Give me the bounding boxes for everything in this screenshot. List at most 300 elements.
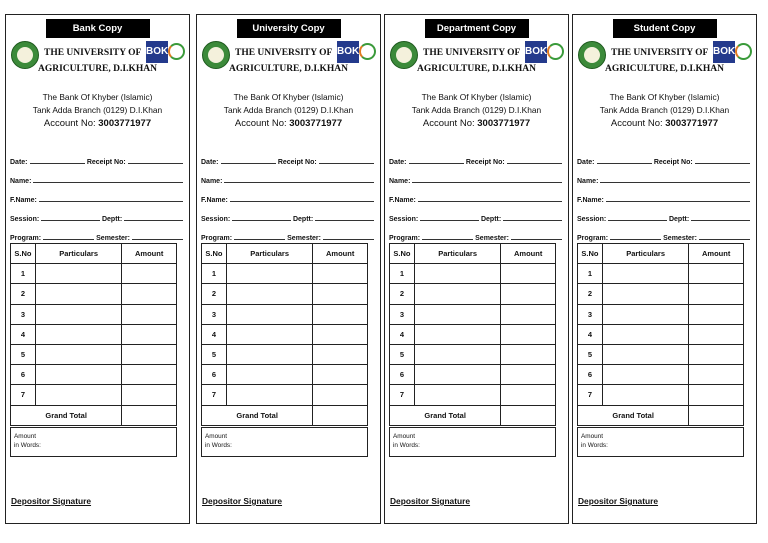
table-row: [202, 264, 368, 284]
name-row: [201, 166, 376, 185]
amount-header: Amount: [689, 244, 744, 264]
account-line: [197, 117, 380, 130]
program-label: Program:: [201, 235, 233, 242]
particulars-table: [201, 243, 368, 426]
date-row: [201, 147, 376, 166]
receipt-no-field[interactable]: [128, 163, 183, 164]
fname-field[interactable]: [418, 201, 562, 202]
sno-cell: 3: [578, 304, 603, 324]
fname-label: F.Name:: [389, 197, 416, 204]
sno-cell: 1: [390, 264, 415, 284]
table-row: [202, 284, 368, 304]
particulars-table: [577, 243, 744, 426]
semester-field[interactable]: [699, 239, 750, 240]
program-field[interactable]: [610, 239, 661, 240]
fname-label: F.Name:: [577, 197, 604, 204]
particulars-table: [10, 243, 177, 426]
table-row: [11, 324, 177, 344]
fname-label: F.Name:: [10, 197, 37, 204]
name-label: Name:: [10, 178, 32, 185]
table-row: [202, 344, 368, 364]
amount-in-words-box[interactable]: [577, 427, 744, 457]
date-field[interactable]: [409, 163, 464, 164]
sno-cell: 3: [390, 304, 415, 324]
bank-name: The Bank Of Khyber (Islamic): [421, 92, 532, 102]
table-row: [11, 365, 177, 385]
date-label: Date:: [577, 159, 595, 166]
amount-cell[interactable]: [122, 385, 177, 405]
amount-cell[interactable]: [313, 385, 368, 405]
name-field[interactable]: [600, 182, 750, 183]
particulars-cell[interactable]: [35, 344, 121, 364]
sno-cell: 6: [202, 365, 227, 385]
particulars-header: Particulars: [414, 244, 500, 264]
session-field[interactable]: [420, 220, 479, 221]
date-row: [389, 147, 564, 166]
depositor-signature-label: Depositor Signature: [390, 496, 471, 506]
account-label: Account No:: [234, 118, 287, 129]
table-row: [578, 304, 744, 324]
receipt-no-field[interactable]: [319, 163, 374, 164]
amount-cell[interactable]: [501, 324, 556, 344]
table-row: [202, 385, 368, 405]
amount-cell[interactable]: [122, 264, 177, 284]
semester-field[interactable]: [132, 239, 183, 240]
table-row: [11, 385, 177, 405]
amount-cell[interactable]: [689, 324, 744, 344]
sno-cell: 7: [202, 385, 227, 405]
program-row: [577, 223, 752, 242]
amount-in-words-label-2: in Words:: [581, 442, 608, 449]
fname-row: [577, 185, 752, 204]
semester-label: Semester:: [96, 235, 130, 242]
deptt-label: Deptt:: [292, 216, 314, 223]
deptt-label: Deptt:: [668, 216, 690, 223]
account-number: 3003771977: [98, 118, 152, 129]
sno-header: S.No: [202, 244, 227, 264]
deptt-label: Deptt:: [101, 216, 123, 223]
session-label: Session:: [201, 216, 231, 223]
semester-label: Semester:: [475, 235, 509, 242]
grand-total-cell[interactable]: [689, 405, 744, 425]
account-line: [6, 117, 189, 130]
session-field[interactable]: [608, 220, 667, 221]
fee-slip-1: [5, 14, 190, 524]
bank-logo-text: BOK: [337, 41, 359, 63]
table-row: [390, 324, 556, 344]
particulars-cell[interactable]: [35, 284, 121, 304]
grand-total-row: [202, 405, 368, 425]
account-label: Account No:: [610, 118, 663, 129]
date-label: Date:: [389, 159, 407, 166]
bank-branch: Tank Adda Branch (0129) D.I.Khan: [223, 105, 354, 115]
program-label: Program:: [577, 235, 609, 242]
date-row: [10, 147, 185, 166]
university-logo-icon: [578, 41, 606, 69]
amount-in-words-box[interactable]: [10, 427, 177, 457]
slip-fields: [577, 147, 752, 242]
sno-cell: 2: [578, 284, 603, 304]
table-row: [390, 304, 556, 324]
fname-field[interactable]: [230, 201, 374, 202]
program-field[interactable]: [422, 239, 473, 240]
fname-field[interactable]: [39, 201, 183, 202]
amount-cell[interactable]: [689, 385, 744, 405]
program-field[interactable]: [43, 239, 94, 240]
particulars-cell[interactable]: [414, 284, 500, 304]
copy-title: Bank Copy: [46, 19, 150, 38]
sno-cell: 6: [11, 365, 36, 385]
table-row: [11, 344, 177, 364]
date-label: Date:: [201, 159, 219, 166]
particulars-cell[interactable]: [226, 304, 312, 324]
grand-total-row: [578, 405, 744, 425]
bank-info: [573, 91, 756, 130]
account-number: 3003771977: [289, 118, 343, 129]
session-field[interactable]: [232, 220, 291, 221]
table-row: [390, 365, 556, 385]
bank-info: [6, 91, 189, 130]
table-row: [202, 324, 368, 344]
fname-field[interactable]: [606, 201, 750, 202]
bank-name: The Bank Of Khyber (Islamic): [233, 92, 344, 102]
bank-name: The Bank Of Khyber (Islamic): [609, 92, 720, 102]
university-name-line2: AGRICULTURE, D.I.KHAN: [229, 64, 348, 74]
table-row: [11, 284, 177, 304]
date-field[interactable]: [597, 163, 652, 164]
deptt-field[interactable]: [691, 220, 750, 221]
amount-in-words-label-1: Amount: [393, 433, 416, 440]
table-row: [578, 264, 744, 284]
particulars-cell[interactable]: [414, 324, 500, 344]
table-row: [390, 264, 556, 284]
receipt-no-label: Receipt No:: [653, 159, 693, 166]
program-field[interactable]: [234, 239, 285, 240]
depositor-signature-label: Depositor Signature: [578, 496, 659, 506]
sno-cell: 7: [390, 385, 415, 405]
particulars-cell[interactable]: [35, 385, 121, 405]
table-row: [11, 264, 177, 284]
sno-cell: 3: [11, 304, 36, 324]
program-label: Program:: [10, 235, 42, 242]
particulars-cell[interactable]: [414, 365, 500, 385]
session-label: Session:: [10, 216, 40, 223]
table-row: [202, 304, 368, 324]
session-field[interactable]: [41, 220, 100, 221]
sno-cell: 5: [390, 344, 415, 364]
session-row: [577, 204, 752, 223]
particulars-cell[interactable]: [226, 284, 312, 304]
slip-fields: [389, 147, 564, 242]
table-header-row: [390, 244, 556, 264]
session-row: [10, 204, 185, 223]
date-field[interactable]: [30, 163, 85, 164]
sno-cell: 1: [202, 264, 227, 284]
amount-in-words-box[interactable]: [389, 427, 556, 457]
bank-swirl-icon: [547, 43, 564, 60]
amount-in-words-label-2: in Words:: [205, 442, 232, 449]
amount-cell[interactable]: [689, 344, 744, 364]
particulars-cell[interactable]: [414, 304, 500, 324]
university-logo-icon: [11, 41, 39, 69]
sno-cell: 4: [390, 324, 415, 344]
table-row: [578, 385, 744, 405]
session-label: Session:: [389, 216, 419, 223]
account-line: [573, 117, 756, 130]
particulars-cell[interactable]: [602, 365, 688, 385]
bank-swirl-icon: [168, 43, 185, 60]
sno-cell: 6: [390, 365, 415, 385]
bank-logo-icon: [337, 41, 377, 65]
account-label: Account No:: [422, 118, 475, 129]
amount-cell[interactable]: [313, 344, 368, 364]
amount-in-words-label-1: Amount: [205, 433, 228, 440]
particulars-cell[interactable]: [226, 324, 312, 344]
particulars-cell[interactable]: [602, 264, 688, 284]
table-row: [390, 284, 556, 304]
amount-in-words-label-2: in Words:: [393, 442, 420, 449]
grand-total-row: [390, 405, 556, 425]
program-row: [201, 223, 376, 242]
deptt-field[interactable]: [503, 220, 562, 221]
bank-logo-text: BOK: [713, 41, 735, 63]
amount-header: Amount: [313, 244, 368, 264]
bank-logo-text: BOK: [525, 41, 547, 63]
semester-field[interactable]: [323, 239, 374, 240]
depositor-signature-label: Depositor Signature: [11, 496, 92, 506]
bank-logo-icon: [713, 41, 753, 65]
amount-cell[interactable]: [689, 304, 744, 324]
copy-title: Student Copy: [613, 19, 717, 38]
amount-cell[interactable]: [122, 324, 177, 344]
amount-cell[interactable]: [313, 324, 368, 344]
session-row: [201, 204, 376, 223]
account-label: Account No:: [43, 118, 96, 129]
particulars-cell[interactable]: [226, 264, 312, 284]
fname-row: [201, 185, 376, 204]
fee-slip-4: [572, 14, 757, 524]
grand-total-label: Grand Total: [11, 405, 122, 425]
sno-cell: 4: [202, 324, 227, 344]
particulars-header: Particulars: [35, 244, 121, 264]
fname-row: [389, 185, 564, 204]
bank-logo-icon: [146, 41, 186, 65]
slip-fields: [201, 147, 376, 242]
name-label: Name:: [389, 178, 411, 185]
amount-cell[interactable]: [313, 365, 368, 385]
name-label: Name:: [201, 178, 223, 185]
grand-total-label: Grand Total: [202, 405, 313, 425]
particulars-cell[interactable]: [602, 344, 688, 364]
amount-cell[interactable]: [501, 304, 556, 324]
particulars-cell[interactable]: [414, 385, 500, 405]
sno-cell: 1: [11, 264, 36, 284]
account-number: 3003771977: [477, 118, 531, 129]
amount-cell[interactable]: [501, 264, 556, 284]
amount-cell[interactable]: [313, 284, 368, 304]
university-logo-icon: [390, 41, 418, 69]
university-logo-icon: [202, 41, 230, 69]
particulars-cell[interactable]: [226, 365, 312, 385]
copy-title: University Copy: [237, 19, 341, 38]
particulars-cell[interactable]: [602, 304, 688, 324]
sno-cell: 7: [578, 385, 603, 405]
sno-header: S.No: [11, 244, 36, 264]
bank-branch: Tank Adda Branch (0129) D.I.Khan: [599, 105, 730, 115]
fname-label: F.Name:: [201, 197, 228, 204]
name-row: [389, 166, 564, 185]
sno-cell: 4: [11, 324, 36, 344]
fee-slip-2: [196, 14, 381, 524]
amount-cell[interactable]: [122, 284, 177, 304]
university-name-line1: THE UNIVERSITY OF: [44, 48, 142, 58]
sno-cell: 5: [202, 344, 227, 364]
grand-total-cell[interactable]: [501, 405, 556, 425]
table-row: [578, 365, 744, 385]
name-field[interactable]: [224, 182, 374, 183]
sno-cell: 6: [578, 365, 603, 385]
receipt-no-label: Receipt No:: [86, 159, 126, 166]
table-row: [11, 304, 177, 324]
sno-cell: 5: [11, 344, 36, 364]
amount-cell[interactable]: [313, 304, 368, 324]
table-header-row: [202, 244, 368, 264]
particulars-cell[interactable]: [602, 385, 688, 405]
amount-in-words-label-1: Amount: [581, 433, 604, 440]
amount-cell[interactable]: [501, 385, 556, 405]
bank-info: [197, 91, 380, 130]
program-row: [10, 223, 185, 242]
amount-header: Amount: [501, 244, 556, 264]
table-header-row: [578, 244, 744, 264]
program-label: Program:: [389, 235, 421, 242]
bank-swirl-icon: [735, 43, 752, 60]
amount-cell[interactable]: [689, 284, 744, 304]
bank-logo-icon: [525, 41, 565, 65]
table-row: [390, 344, 556, 364]
semester-label: Semester:: [287, 235, 321, 242]
table-row: [390, 385, 556, 405]
sno-cell: 5: [578, 344, 603, 364]
table-row: [578, 344, 744, 364]
particulars-cell[interactable]: [35, 324, 121, 344]
amount-cell[interactable]: [122, 344, 177, 364]
table-header-row: [11, 244, 177, 264]
receipt-no-field[interactable]: [507, 163, 562, 164]
amount-cell[interactable]: [501, 365, 556, 385]
grand-total-label: Grand Total: [390, 405, 501, 425]
sno-cell: 2: [202, 284, 227, 304]
amount-cell[interactable]: [689, 264, 744, 284]
name-field[interactable]: [412, 182, 562, 183]
amount-cell[interactable]: [313, 264, 368, 284]
particulars-cell[interactable]: [602, 324, 688, 344]
particulars-cell[interactable]: [35, 304, 121, 324]
receipt-no-label: Receipt No:: [277, 159, 317, 166]
deptt-label: Deptt:: [480, 216, 502, 223]
university-name-line2: AGRICULTURE, D.I.KHAN: [605, 64, 724, 74]
grand-total-label: Grand Total: [578, 405, 689, 425]
particulars-cell[interactable]: [226, 385, 312, 405]
name-row: [10, 166, 185, 185]
bank-name: The Bank Of Khyber (Islamic): [42, 92, 153, 102]
grand-total-cell[interactable]: [122, 405, 177, 425]
bank-swirl-icon: [359, 43, 376, 60]
table-row: [202, 365, 368, 385]
particulars-cell[interactable]: [602, 284, 688, 304]
university-name-line1: THE UNIVERSITY OF: [611, 48, 709, 58]
fee-slip-3: [384, 14, 569, 524]
deptt-field[interactable]: [315, 220, 374, 221]
date-row: [577, 147, 752, 166]
sno-cell: 3: [202, 304, 227, 324]
particulars-cell[interactable]: [35, 264, 121, 284]
depositor-signature-label: Depositor Signature: [202, 496, 283, 506]
sno-header: S.No: [390, 244, 415, 264]
university-name-line1: THE UNIVERSITY OF: [423, 48, 521, 58]
name-row: [577, 166, 752, 185]
bank-logo-text: BOK: [146, 41, 168, 63]
amount-in-words-label-2: in Words:: [14, 442, 41, 449]
particulars-cell[interactable]: [414, 344, 500, 364]
amount-cell[interactable]: [122, 365, 177, 385]
particulars-header: Particulars: [602, 244, 688, 264]
date-field[interactable]: [221, 163, 276, 164]
grand-total-row: [11, 405, 177, 425]
program-row: [389, 223, 564, 242]
name-label: Name:: [577, 178, 599, 185]
particulars-header: Particulars: [226, 244, 312, 264]
amount-cell[interactable]: [122, 304, 177, 324]
amount-in-words-box[interactable]: [201, 427, 368, 457]
amount-cell[interactable]: [501, 284, 556, 304]
particulars-cell[interactable]: [35, 365, 121, 385]
copy-title: Department Copy: [425, 19, 529, 38]
university-name-line2: AGRICULTURE, D.I.KHAN: [417, 64, 536, 74]
name-field[interactable]: [33, 182, 183, 183]
session-row: [389, 204, 564, 223]
bank-info: [385, 91, 568, 130]
semester-label: Semester:: [663, 235, 697, 242]
session-label: Session:: [577, 216, 607, 223]
university-name-line2: AGRICULTURE, D.I.KHAN: [38, 64, 157, 74]
amount-cell[interactable]: [501, 344, 556, 364]
particulars-cell[interactable]: [414, 264, 500, 284]
date-label: Date:: [10, 159, 28, 166]
table-row: [578, 284, 744, 304]
account-line: [385, 117, 568, 130]
deptt-field[interactable]: [124, 220, 183, 221]
slip-fields: [10, 147, 185, 242]
sno-header: S.No: [578, 244, 603, 264]
bank-branch: Tank Adda Branch (0129) D.I.Khan: [411, 105, 542, 115]
table-row: [578, 324, 744, 344]
semester-field[interactable]: [511, 239, 562, 240]
account-number: 3003771977: [665, 118, 719, 129]
sno-cell: 2: [11, 284, 36, 304]
receipt-no-field[interactable]: [695, 163, 750, 164]
sno-cell: 4: [578, 324, 603, 344]
amount-cell[interactable]: [689, 365, 744, 385]
amount-in-words-label-1: Amount: [14, 433, 37, 440]
grand-total-cell[interactable]: [313, 405, 368, 425]
particulars-table: [389, 243, 556, 426]
university-name-line1: THE UNIVERSITY OF: [235, 48, 333, 58]
sno-cell: 2: [390, 284, 415, 304]
sno-cell: 1: [578, 264, 603, 284]
particulars-cell[interactable]: [226, 344, 312, 364]
fname-row: [10, 185, 185, 204]
